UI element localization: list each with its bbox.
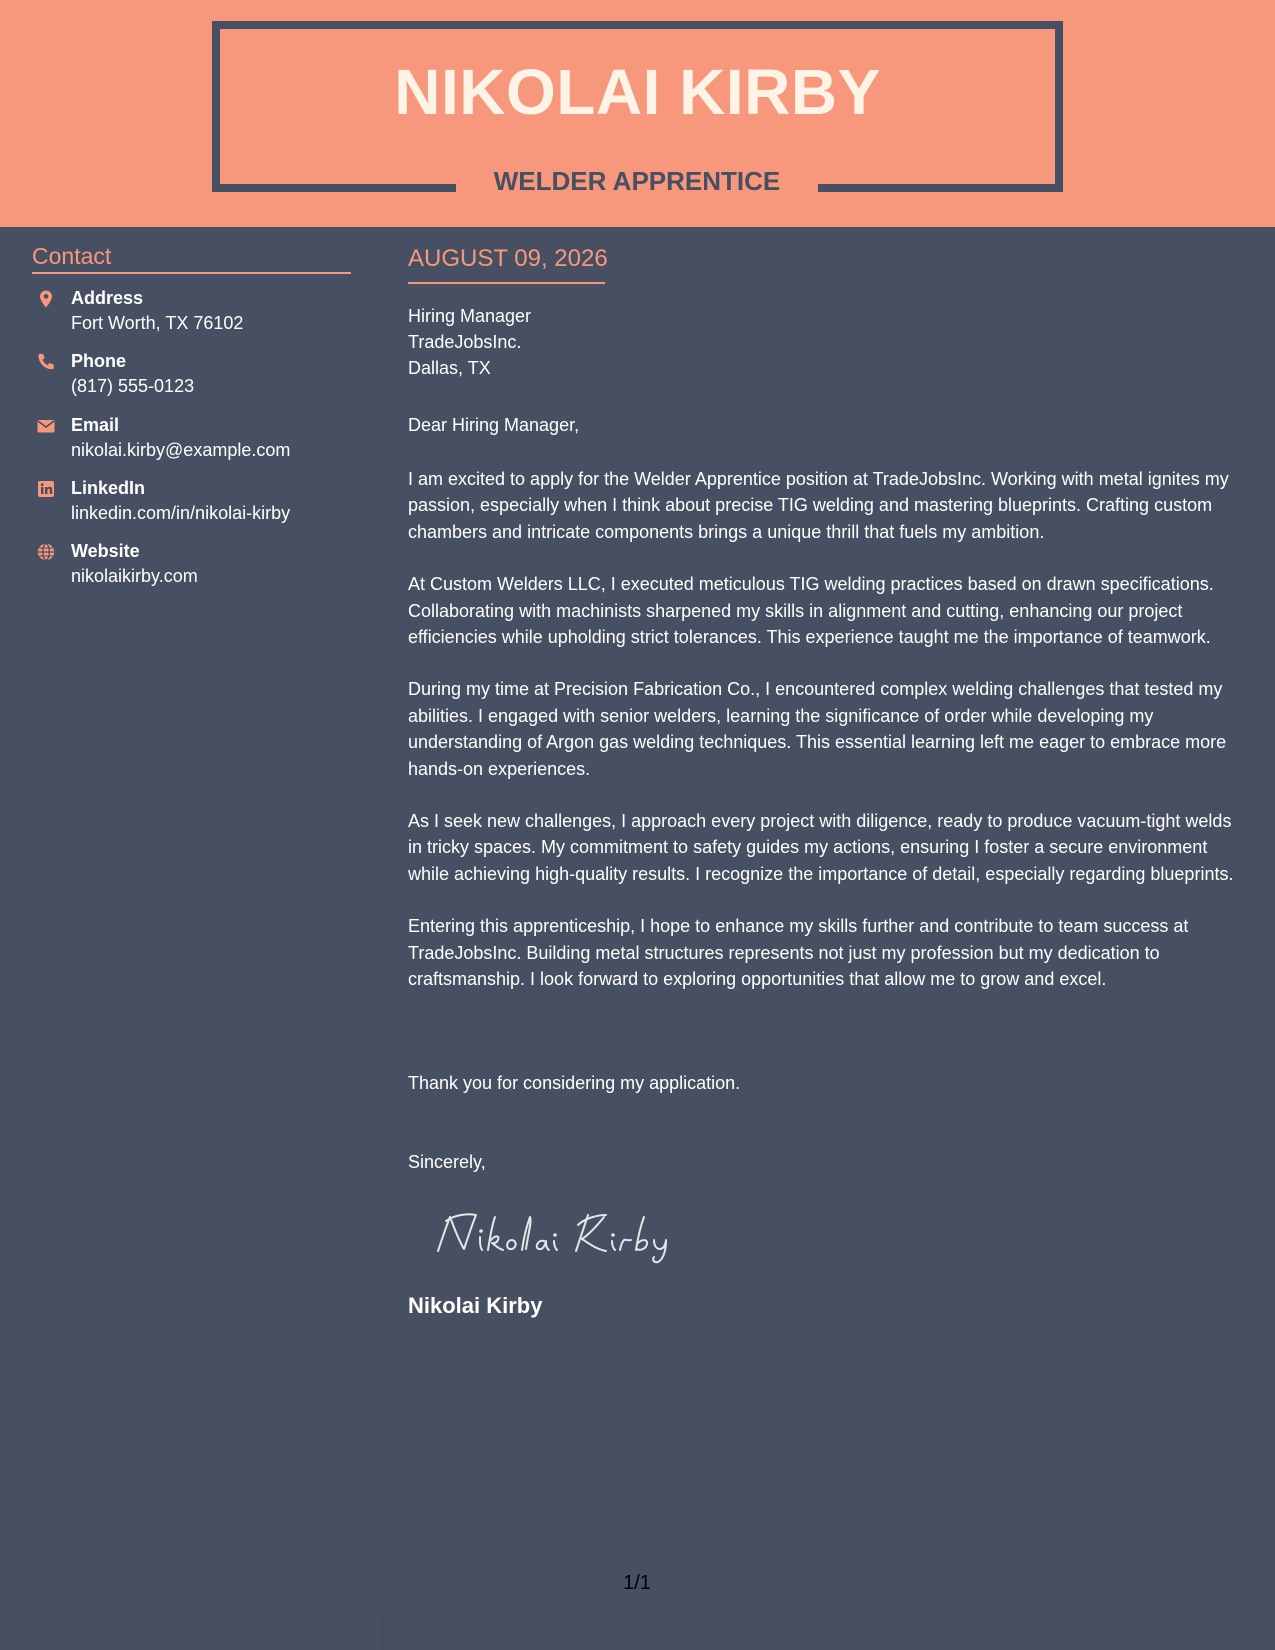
letter-paragraph: I am excited to apply for the Welder Apprentice position at TradeJobsInc. Working with metal ignites my passion, especially when I think about precise TIG welding and mastering blueprints. Crafting custom chambers and intricate components brings a unique thrill that fuels my ambition. bbox=[408, 469, 1229, 542]
letter-paragraphs bbox=[408, 466, 1250, 1019]
contact-item-phone bbox=[32, 350, 352, 406]
envelope-icon bbox=[36, 416, 56, 436]
contact-heading: Contact bbox=[32, 243, 112, 269]
contact-value: Fort Worth, TX 76102 bbox=[71, 313, 244, 333]
contact-item-website bbox=[32, 540, 352, 596]
closing-line: Thank you for considering my application. bbox=[408, 1073, 741, 1093]
contact-value: nikolaikirby.com bbox=[71, 566, 198, 586]
contact-label: LinkedIn bbox=[71, 478, 146, 498]
contact-item-address bbox=[32, 287, 352, 343]
contact-value: (817) 555-0123 bbox=[71, 376, 195, 396]
resume-header bbox=[0, 0, 1275, 227]
letter-paragraph: As I seek new challenges, I approach every project with diligence, ready to produce vacuum-tight welds in tricky spaces. My commitment to safety guides my actions, ensuring I foster a secure environment while achieving high-quality results. I recognize the importance of detail, especially regarding blueprints. bbox=[408, 811, 1234, 884]
date-rule bbox=[408, 282, 605, 284]
contact-heading-rule bbox=[32, 272, 351, 274]
recipient-line: Hiring Manager bbox=[408, 306, 532, 326]
recipient-line: TradeJobsInc. bbox=[408, 332, 522, 352]
handwritten-signature bbox=[428, 1205, 688, 1265]
contact-item-email bbox=[32, 414, 352, 470]
globe-icon bbox=[36, 542, 56, 562]
sign-off: Sincerely, bbox=[408, 1152, 486, 1172]
applicant-name: NIKOLAI KIRBY bbox=[394, 56, 881, 128]
contact-value: linkedin.com/in/nikolai-kirby bbox=[71, 503, 291, 523]
letter-paragraph: At Custom Welders LLC, I executed meticulous TIG welding practices based on drawn specifications. Collaborating with machinists sharpened my skills in alignment and cutting, enhancing our project efficiencies while upholding strict tolerances. This experience taught me the importance of teamwork. bbox=[408, 574, 1214, 648]
map-pin-icon bbox=[36, 289, 56, 309]
frame-bottom-left-segment bbox=[212, 184, 456, 192]
signer-name: Nikolai Kirby bbox=[408, 1293, 543, 1318]
letter-paragraph: Entering this apprenticeship, I hope to enhance my skills further and contribute to team success at TradeJobsInc. Building metal structures represents not just my profession but my dedication to craftsmanship. I look forward to exploring opportunities that allow me to grow and excel. bbox=[408, 916, 1189, 990]
recipient-line: Dallas, TX bbox=[408, 358, 491, 378]
page-indicator: 1/1 bbox=[623, 1572, 651, 1594]
contact-label: Address bbox=[71, 288, 144, 308]
column-divider bbox=[382, 1610, 383, 1650]
phone-icon bbox=[36, 352, 56, 372]
frame-bottom-right-segment bbox=[818, 184, 1063, 192]
contact-value: nikolai.kirby@example.com bbox=[71, 440, 291, 460]
letter-paragraph: During my time at Precision Fabrication Co., I encountered complex welding challenges that tested my abilities. I engaged with senior welders, learning the significance of order while developing my understanding of Argon gas welding techniques. This essential learning left me eager to embrace more hands-on experiences. bbox=[408, 679, 1227, 779]
job-title: WELDER APPRENTICE bbox=[493, 166, 781, 196]
contact-item-linkedin bbox=[32, 477, 352, 533]
contact-label: Website bbox=[71, 541, 140, 561]
letter-date: AUGUST 09, 2026 bbox=[408, 245, 608, 272]
linkedin-icon bbox=[36, 479, 56, 499]
contact-label: Phone bbox=[71, 351, 127, 371]
salutation: Dear Hiring Manager, bbox=[408, 415, 580, 435]
recipient-block bbox=[408, 303, 531, 381]
contact-label: Email bbox=[71, 415, 120, 435]
